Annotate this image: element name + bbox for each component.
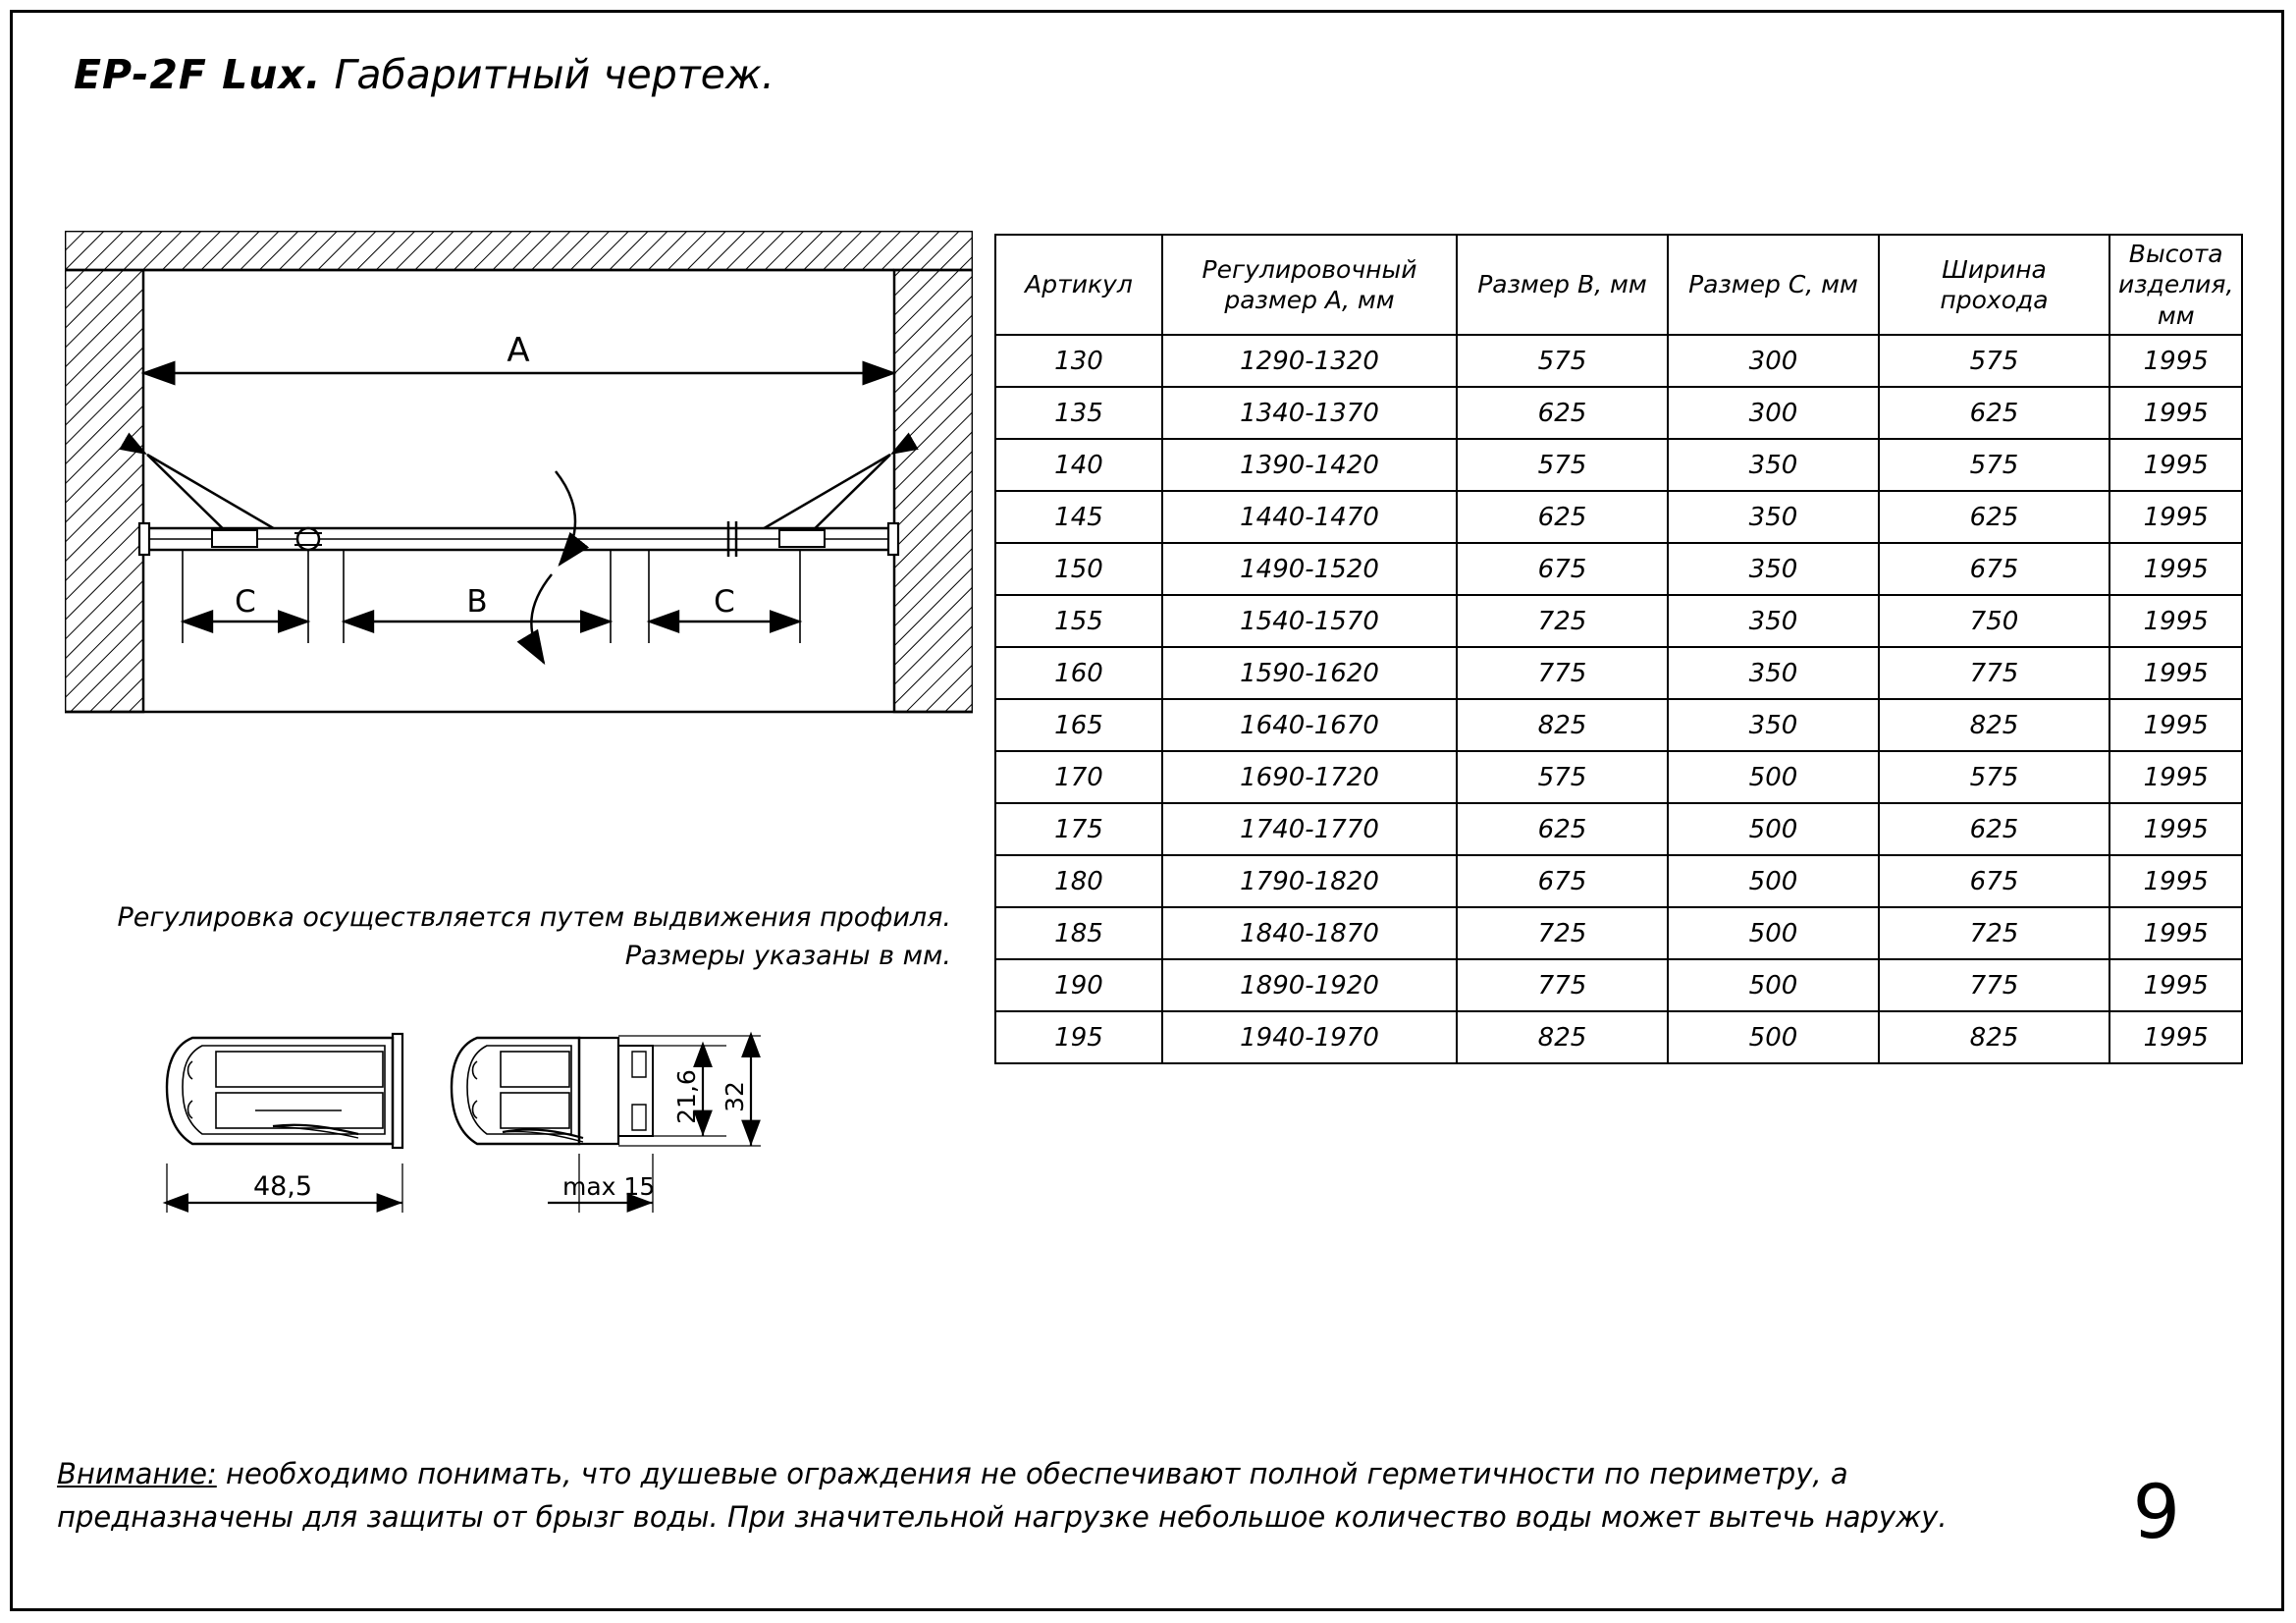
table-cell: 775 <box>1879 959 2109 1011</box>
table-row <box>995 959 2242 1011</box>
table-cell: 675 <box>1879 855 2109 907</box>
table-cell: 825 <box>1879 1011 2109 1063</box>
table-cell: 1995 <box>2109 959 2242 1011</box>
table-cell: 775 <box>1457 959 1668 1011</box>
table-row <box>995 647 2242 699</box>
table-row <box>995 387 2242 439</box>
table-row <box>995 491 2242 543</box>
table-cell: 1790-1820 <box>1162 855 1457 907</box>
table-cell: 175 <box>995 803 1162 855</box>
table-header-cell: Артикул <box>995 235 1162 335</box>
table-cell: 350 <box>1668 439 1879 491</box>
dimension-a <box>143 331 894 373</box>
table-cell: 575 <box>1879 335 2109 387</box>
table-cell: 500 <box>1668 959 1879 1011</box>
dimension-c-right <box>649 584 800 622</box>
dimension-width-left <box>167 1163 402 1213</box>
table-row <box>995 543 2242 595</box>
table-cell: 1995 <box>2109 595 2242 647</box>
table-cell: 1290-1320 <box>1162 335 1457 387</box>
table-cell: 350 <box>1668 595 1879 647</box>
table-row <box>995 1011 2242 1063</box>
table-cell: 1995 <box>2109 751 2242 803</box>
table-cell: 575 <box>1457 751 1668 803</box>
table-cell: 185 <box>995 907 1162 959</box>
table-cell: 1995 <box>2109 647 2242 699</box>
page-number: 9 <box>2132 1468 2180 1555</box>
table-cell: 1390-1420 <box>1162 439 1457 491</box>
table-cell: 775 <box>1879 647 2109 699</box>
table-cell: 625 <box>1457 803 1668 855</box>
table-cell: 300 <box>1668 387 1879 439</box>
plan-drawing <box>65 231 973 781</box>
table-cell: 1640-1670 <box>1162 699 1457 751</box>
table-cell: 350 <box>1668 647 1879 699</box>
table-cell: 625 <box>1457 387 1668 439</box>
table-cell: 625 <box>1457 491 1668 543</box>
table-cell: 350 <box>1668 491 1879 543</box>
table-cell: 725 <box>1879 907 2109 959</box>
table-cell: 180 <box>995 855 1162 907</box>
wall-hatching <box>65 231 973 712</box>
table-cell: 155 <box>995 595 1162 647</box>
enclosure-profile-plan <box>139 521 898 557</box>
table-cell: 825 <box>1457 699 1668 751</box>
dimension-heights <box>618 1036 761 1146</box>
table-cell: 575 <box>1879 439 2109 491</box>
table-row <box>995 335 2242 387</box>
table-cell: 725 <box>1457 907 1668 959</box>
table-cell: 1690-1720 <box>1162 751 1457 803</box>
table-cell: 1840-1870 <box>1162 907 1457 959</box>
table-cell: 1995 <box>2109 491 2242 543</box>
table-cell: 1940-1970 <box>1162 1011 1457 1063</box>
table-cell: 675 <box>1879 543 2109 595</box>
table-cell: 500 <box>1668 855 1879 907</box>
table-cell: 575 <box>1457 439 1668 491</box>
table-cell: 135 <box>995 387 1162 439</box>
table-cell: 130 <box>995 335 1162 387</box>
table-cell: 1995 <box>2109 543 2242 595</box>
table-cell: 195 <box>995 1011 1162 1063</box>
profile-section-right <box>452 1038 653 1144</box>
table-cell: 1995 <box>2109 803 2242 855</box>
dimension-a-label: A <box>507 331 530 370</box>
table-cell: 500 <box>1668 907 1879 959</box>
table-cell: 750 <box>1879 595 2109 647</box>
table-row <box>995 595 2242 647</box>
table-cell: 350 <box>1668 699 1879 751</box>
table-cell: 350 <box>1668 543 1879 595</box>
dimension-width-left-label: 48,5 <box>252 1171 313 1202</box>
table-cell: 675 <box>1457 855 1668 907</box>
table-header-cell: Высота изделия, мм <box>2109 235 2242 335</box>
table-cell: 1890-1920 <box>1162 959 1457 1011</box>
table-row <box>995 751 2242 803</box>
dimension-max-gap-label: max 15 <box>562 1172 656 1201</box>
table-cell: 170 <box>995 751 1162 803</box>
table-cell: 1540-1570 <box>1162 595 1457 647</box>
table-row <box>995 439 2242 491</box>
table-cell: 1995 <box>2109 699 2242 751</box>
table-cell: 300 <box>1668 335 1879 387</box>
profile-section-left <box>167 1034 402 1148</box>
dimension-inner-height-label: 21,6 <box>672 1069 701 1124</box>
table-cell: 1995 <box>2109 855 2242 907</box>
table-cell: 500 <box>1668 1011 1879 1063</box>
adjustment-note <box>38 898 951 975</box>
table-header-cell: Ширина прохода <box>1879 235 2109 335</box>
table-cell: 825 <box>1457 1011 1668 1063</box>
table-cell: 625 <box>1879 491 2109 543</box>
table-cell: 625 <box>1879 803 2109 855</box>
table-row <box>995 855 2242 907</box>
table-cell: 190 <box>995 959 1162 1011</box>
dimension-max-gap <box>548 1154 655 1213</box>
table-cell: 1740-1770 <box>1162 803 1457 855</box>
dimension-b <box>344 584 611 622</box>
page-title <box>74 51 774 98</box>
page-title-model: EP-2F Lux. <box>74 51 322 98</box>
table-cell: 165 <box>995 699 1162 751</box>
table-cell: 1995 <box>2109 1011 2242 1063</box>
table-cell: 1490-1520 <box>1162 543 1457 595</box>
table-cell: 1440-1470 <box>1162 491 1457 543</box>
table-header-cell: Размер В, мм <box>1457 235 1668 335</box>
table-cell: 1995 <box>2109 907 2242 959</box>
table-cell: 575 <box>1879 751 2109 803</box>
profile-cross-sections <box>157 1016 972 1281</box>
table-cell: 500 <box>1668 803 1879 855</box>
table-cell: 1340-1370 <box>1162 387 1457 439</box>
table-cell: 1995 <box>2109 335 2242 387</box>
warning-text: необходимо понимать, что душевые ограждения не обеспечивают полной герметичности по периметру, а предназначены для защиты от брызг воды. При значительной нагрузке небольшое количество воды может вытечь наружу. <box>57 1457 1948 1534</box>
table-header-cell: Размер С, мм <box>1668 235 1879 335</box>
dimension-c-left-label: C <box>235 584 256 620</box>
swing-arrows <box>531 471 575 663</box>
warning-label: Внимание: <box>57 1457 217 1490</box>
table-cell: 150 <box>995 543 1162 595</box>
table-header-cell: Регулировочный размер А, мм <box>1162 235 1457 335</box>
table-cell: 825 <box>1879 699 2109 751</box>
table-cell: 775 <box>1457 647 1668 699</box>
page-title-subtitle: Габаритный чертеж. <box>321 51 774 98</box>
dimension-outer-height-label: 32 <box>721 1081 749 1112</box>
table-cell: 145 <box>995 491 1162 543</box>
adjustment-note-line1: Регулировка осуществляется путем выдвижения профиля. <box>117 902 951 933</box>
table-header-row <box>995 235 2242 335</box>
table-cell: 500 <box>1668 751 1879 803</box>
table-cell: 1995 <box>2109 439 2242 491</box>
table-cell: 140 <box>995 439 1162 491</box>
warning-note <box>57 1453 2079 1539</box>
table-row <box>995 803 2242 855</box>
adjustment-note-line2: Размеры указаны в мм. <box>624 941 951 972</box>
dimension-c-right-label: C <box>714 584 735 620</box>
specification-table <box>994 234 2243 1064</box>
table-cell: 575 <box>1457 335 1668 387</box>
dimension-b-label: B <box>466 584 488 620</box>
table-cell: 725 <box>1457 595 1668 647</box>
table-cell: 1995 <box>2109 387 2242 439</box>
dimension-c-left <box>183 584 308 622</box>
table-row <box>995 907 2242 959</box>
table-cell: 675 <box>1457 543 1668 595</box>
table-row <box>995 699 2242 751</box>
table-cell: 160 <box>995 647 1162 699</box>
table-cell: 625 <box>1879 387 2109 439</box>
table-cell: 1590-1620 <box>1162 647 1457 699</box>
